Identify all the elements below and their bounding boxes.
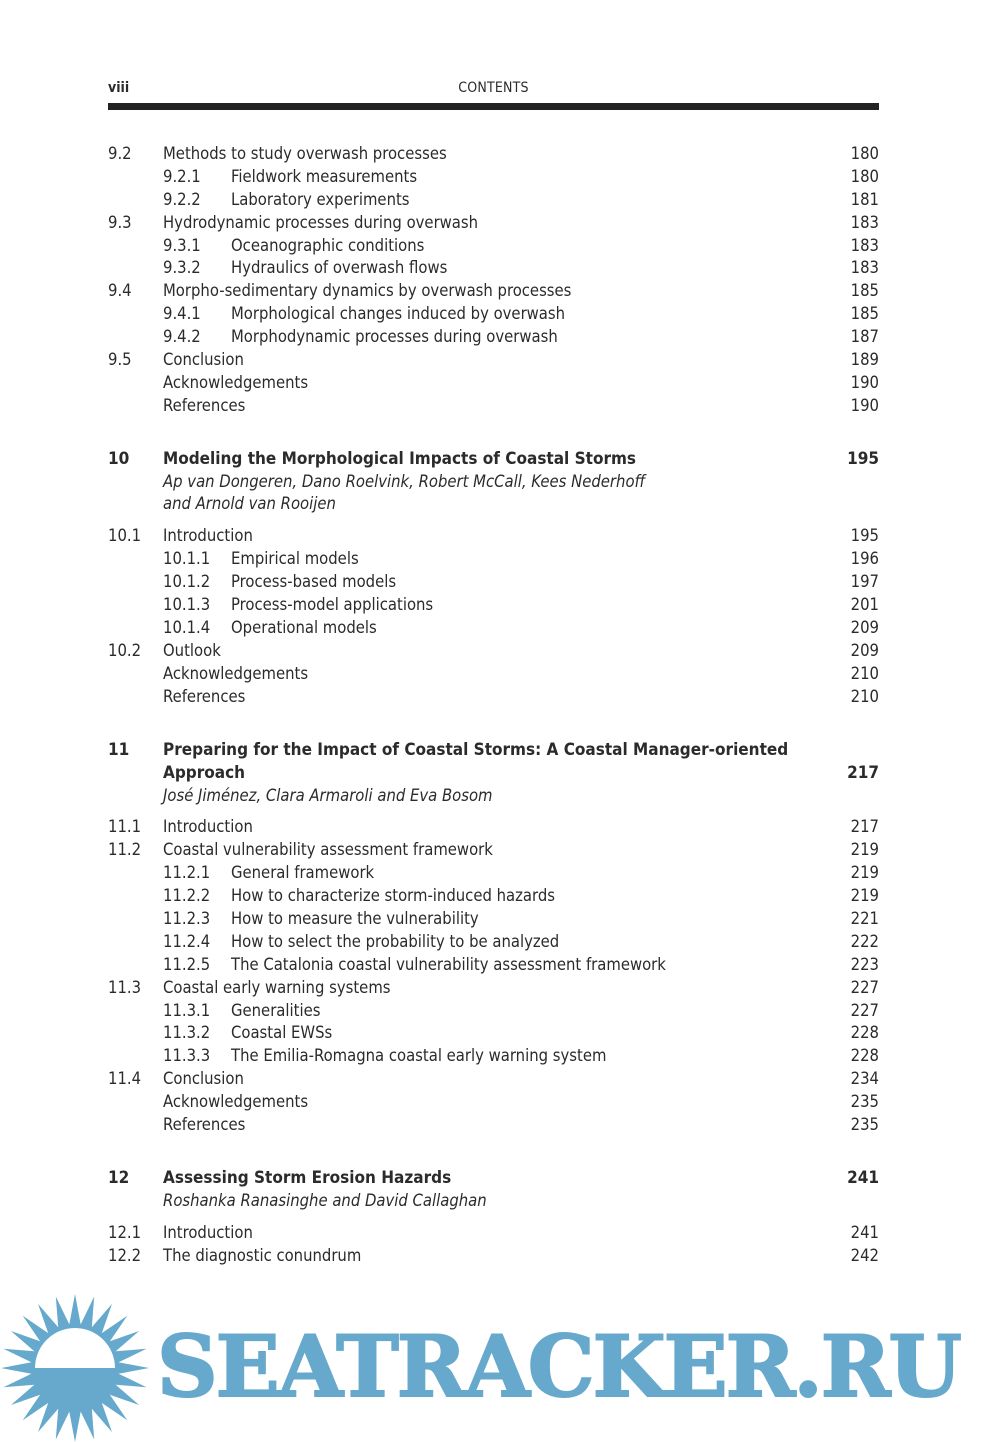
entry-title: Oceanographic conditions bbox=[231, 235, 425, 255]
entry-title: General framework bbox=[231, 863, 375, 883]
entry-number: 12.1 bbox=[108, 1222, 142, 1242]
chapter-gap bbox=[108, 418, 879, 448]
chapter-title: Preparing for the Impact of Coastal Storms: A Coastal Manager-oriented Approach bbox=[163, 739, 789, 783]
entry-page: 223 bbox=[850, 954, 879, 974]
entry-page: 190 bbox=[850, 372, 879, 392]
chapter-page: 241 bbox=[847, 1167, 879, 1188]
entry-title: Hydraulics of overwash flows bbox=[231, 258, 448, 278]
chapter-title: Modeling the Morphological Impacts of Coastal Storms bbox=[163, 448, 637, 469]
entry-number: 11.4 bbox=[108, 1069, 142, 1089]
toc-entry[interactable] bbox=[108, 1245, 879, 1268]
entry-title: Process-based models bbox=[231, 572, 397, 592]
toc-entry[interactable] bbox=[108, 617, 879, 640]
entry-title: Conclusion bbox=[163, 1069, 244, 1089]
entry-page: 241 bbox=[850, 1222, 879, 1242]
entry-title: The Catalonia coastal vulnerability assessment framework bbox=[231, 954, 666, 974]
entry-number: 10.1.4 bbox=[163, 617, 211, 637]
watermark-text: SEATRACKER.RU bbox=[157, 1317, 960, 1416]
entry-number: 11.2.4 bbox=[163, 931, 211, 951]
toc-entry[interactable] bbox=[108, 1091, 879, 1114]
entry-title: Laboratory experiments bbox=[231, 189, 410, 209]
toc-entry[interactable] bbox=[108, 594, 879, 617]
entry-page: 228 bbox=[850, 1046, 879, 1066]
entry-page: 197 bbox=[850, 572, 879, 592]
chapter-number: 11 bbox=[108, 739, 130, 760]
entry-title: References bbox=[163, 395, 246, 415]
entry-number: 9.3 bbox=[108, 212, 132, 232]
toc-entry[interactable] bbox=[108, 1222, 879, 1245]
chapter-heading-10[interactable] bbox=[108, 448, 879, 471]
toc-entry[interactable] bbox=[108, 235, 879, 258]
entry-title: How to characterize storm-induced hazards bbox=[231, 886, 555, 906]
entry-title: Acknowledgements bbox=[163, 1092, 309, 1112]
header-rule bbox=[108, 103, 879, 110]
entry-page: 242 bbox=[850, 1245, 879, 1265]
entry-title: Generalities bbox=[231, 1000, 321, 1020]
toc-entry[interactable] bbox=[108, 862, 879, 885]
toc-entry[interactable] bbox=[108, 257, 879, 280]
entry-number: 11.2.3 bbox=[163, 908, 211, 928]
toc-entry[interactable] bbox=[108, 349, 879, 372]
entry-number: 10.1 bbox=[108, 526, 142, 546]
toc-entry[interactable] bbox=[108, 839, 879, 862]
toc-entry[interactable] bbox=[108, 954, 879, 977]
entry-page: 196 bbox=[850, 549, 879, 569]
toc-entry[interactable] bbox=[108, 280, 879, 303]
toc-entry[interactable] bbox=[108, 303, 879, 326]
toc-entry[interactable] bbox=[108, 143, 879, 166]
entry-number: 11.3.1 bbox=[163, 1000, 211, 1020]
toc-entry[interactable] bbox=[108, 640, 879, 663]
entry-title: The diagnostic conundrum bbox=[163, 1245, 362, 1265]
entry-title: References bbox=[163, 686, 246, 706]
toc-entry[interactable] bbox=[108, 166, 879, 189]
entry-number: 9.3.1 bbox=[163, 235, 201, 255]
toc-entry[interactable] bbox=[108, 326, 879, 349]
toc-entry[interactable] bbox=[108, 1000, 879, 1023]
chapter-authors bbox=[108, 1190, 879, 1213]
chapter-heading-11[interactable] bbox=[108, 739, 879, 785]
entry-number: 11.2.1 bbox=[163, 863, 211, 883]
entry-title: Introduction bbox=[163, 526, 253, 546]
entry-number: 11.2.5 bbox=[163, 954, 211, 974]
entry-page: 219 bbox=[850, 840, 879, 860]
toc-entry[interactable] bbox=[108, 189, 879, 212]
toc-entry[interactable] bbox=[108, 1114, 879, 1137]
entry-title: Outlook bbox=[163, 640, 221, 660]
entry-page: 183 bbox=[850, 235, 879, 255]
authors-line: Ap van Dongeren, Dano Roelvink, Robert McCall, Kees Nederhoff bbox=[163, 471, 646, 491]
toc-entry[interactable] bbox=[108, 686, 879, 709]
entry-title: Process-model applications bbox=[231, 595, 434, 615]
entry-title: Coastal early warning systems bbox=[163, 977, 391, 997]
entry-number: 11.2.2 bbox=[163, 886, 211, 906]
entry-number: 12.2 bbox=[108, 1245, 142, 1265]
entry-page: 185 bbox=[850, 281, 879, 301]
watermark-banner bbox=[0, 1290, 1004, 1440]
entry-page: 185 bbox=[850, 304, 879, 324]
entry-page: 209 bbox=[850, 640, 879, 660]
toc-entry[interactable] bbox=[108, 548, 879, 571]
entry-page: 228 bbox=[850, 1023, 879, 1043]
entry-title: References bbox=[163, 1115, 246, 1134]
chapter-number: 12 bbox=[108, 1167, 130, 1188]
entry-number: 11.2 bbox=[108, 840, 142, 860]
entry-page: 222 bbox=[850, 931, 879, 951]
entry-title: Morpho-sedimentary dynamics by overwash processes bbox=[163, 281, 572, 301]
entry-number: 11.1 bbox=[108, 817, 142, 837]
entry-page: 183 bbox=[850, 258, 879, 278]
toc-entry[interactable] bbox=[108, 816, 879, 839]
entry-page: 201 bbox=[850, 595, 879, 615]
chapter-authors bbox=[108, 785, 879, 808]
entry-title: Methods to study overwash processes bbox=[163, 144, 447, 163]
entry-number: 9.2.2 bbox=[163, 189, 201, 209]
entry-number: 9.4.1 bbox=[163, 304, 201, 324]
entry-page: 195 bbox=[850, 526, 879, 546]
table-of-contents bbox=[108, 143, 879, 1267]
chapter-page: 195 bbox=[847, 448, 879, 469]
entry-number: 9.4.2 bbox=[163, 327, 201, 347]
entry-number: 10.1.3 bbox=[163, 595, 211, 615]
toc-entry[interactable] bbox=[108, 1045, 879, 1068]
entry-page: 217 bbox=[850, 817, 879, 837]
entry-page: 227 bbox=[850, 1000, 879, 1020]
authors-line: and Arnold van Rooijen bbox=[163, 494, 336, 514]
entry-title: The Emilia-Romagna coastal early warning system bbox=[231, 1046, 607, 1066]
entry-number: 11.3.3 bbox=[163, 1046, 211, 1066]
entry-page: 180 bbox=[850, 144, 879, 163]
chapter-page: 217 bbox=[847, 762, 879, 783]
entry-title: Coastal vulnerability assessment framework bbox=[163, 840, 493, 860]
entry-page: 180 bbox=[850, 166, 879, 186]
toc-entry[interactable] bbox=[108, 908, 879, 931]
entry-number: 10.1.2 bbox=[163, 572, 211, 592]
entry-title: Morphological changes induced by overwash bbox=[231, 304, 566, 324]
entry-page: 210 bbox=[850, 663, 879, 683]
chapter-heading-12[interactable] bbox=[108, 1167, 879, 1190]
entry-number: 9.3.2 bbox=[163, 258, 201, 278]
entry-title: How to select the probability to be analyzed bbox=[231, 931, 560, 951]
chapter-gap bbox=[108, 709, 879, 739]
entry-page: 234 bbox=[850, 1069, 879, 1089]
toc-entry[interactable] bbox=[108, 1022, 879, 1045]
entry-number: 9.2 bbox=[108, 144, 132, 163]
sun-over-sea-icon bbox=[2, 1292, 152, 1442]
chapter-gap bbox=[108, 1137, 879, 1167]
chapter-number: 10 bbox=[108, 448, 130, 469]
entry-title: Empirical models bbox=[231, 549, 359, 569]
entry-title: Operational models bbox=[231, 617, 377, 637]
entry-page: 219 bbox=[850, 863, 879, 883]
entry-page: 190 bbox=[850, 395, 879, 415]
toc-entry[interactable] bbox=[108, 663, 879, 686]
entry-number: 9.5 bbox=[108, 350, 132, 370]
toc-entry[interactable] bbox=[108, 212, 879, 235]
running-head bbox=[108, 80, 879, 100]
entry-number: 11.3.2 bbox=[163, 1023, 211, 1043]
toc-entry[interactable] bbox=[108, 395, 879, 418]
authors-line: José Jiménez, Clara Armaroli and Eva Bosom bbox=[163, 785, 493, 805]
entry-number: 9.2.1 bbox=[163, 166, 201, 186]
page-folio: viii bbox=[108, 80, 130, 96]
entry-page: 235 bbox=[850, 1092, 879, 1112]
entry-title: Conclusion bbox=[163, 350, 244, 370]
toc-entry[interactable] bbox=[108, 977, 879, 1000]
entry-number: 10.1.1 bbox=[163, 549, 211, 569]
entry-title: Fieldwork measurements bbox=[231, 166, 418, 186]
entry-page: 221 bbox=[850, 908, 879, 928]
toc-entry[interactable] bbox=[108, 1068, 879, 1091]
chapter-title: Assessing Storm Erosion Hazards bbox=[163, 1167, 452, 1188]
authors-line: Roshanka Ranasinghe and David Callaghan bbox=[163, 1190, 487, 1210]
entry-title: Coastal EWSs bbox=[231, 1023, 333, 1043]
entry-title: Acknowledgements bbox=[163, 663, 309, 683]
toc-entry[interactable] bbox=[108, 525, 879, 548]
entry-page: 183 bbox=[850, 212, 879, 232]
entry-page: 219 bbox=[850, 886, 879, 906]
entry-page: 235 bbox=[850, 1115, 879, 1134]
entry-title: How to measure the vulnerability bbox=[231, 908, 479, 928]
entry-page: 209 bbox=[850, 617, 879, 637]
running-head-title: CONTENTS bbox=[458, 80, 529, 96]
toc-entry[interactable] bbox=[108, 931, 879, 954]
entry-page: 189 bbox=[850, 350, 879, 370]
entry-title: Hydrodynamic processes during overwash bbox=[163, 212, 479, 232]
entry-title: Acknowledgements bbox=[163, 372, 309, 392]
toc-entry[interactable] bbox=[108, 885, 879, 908]
toc-entry[interactable] bbox=[108, 571, 879, 594]
entry-page: 227 bbox=[850, 977, 879, 997]
toc-entry[interactable] bbox=[108, 372, 879, 395]
entry-number: 11.3 bbox=[108, 977, 142, 997]
entry-page: 187 bbox=[850, 327, 879, 347]
entry-title: Morphodynamic processes during overwash bbox=[231, 327, 558, 347]
chapter-authors bbox=[108, 471, 879, 517]
entry-number: 9.4 bbox=[108, 281, 132, 301]
entry-number: 10.2 bbox=[108, 640, 142, 660]
entry-page: 210 bbox=[850, 686, 879, 706]
entry-page: 181 bbox=[850, 189, 879, 209]
entry-title: Introduction bbox=[163, 817, 253, 837]
entry-title: Introduction bbox=[163, 1222, 253, 1242]
